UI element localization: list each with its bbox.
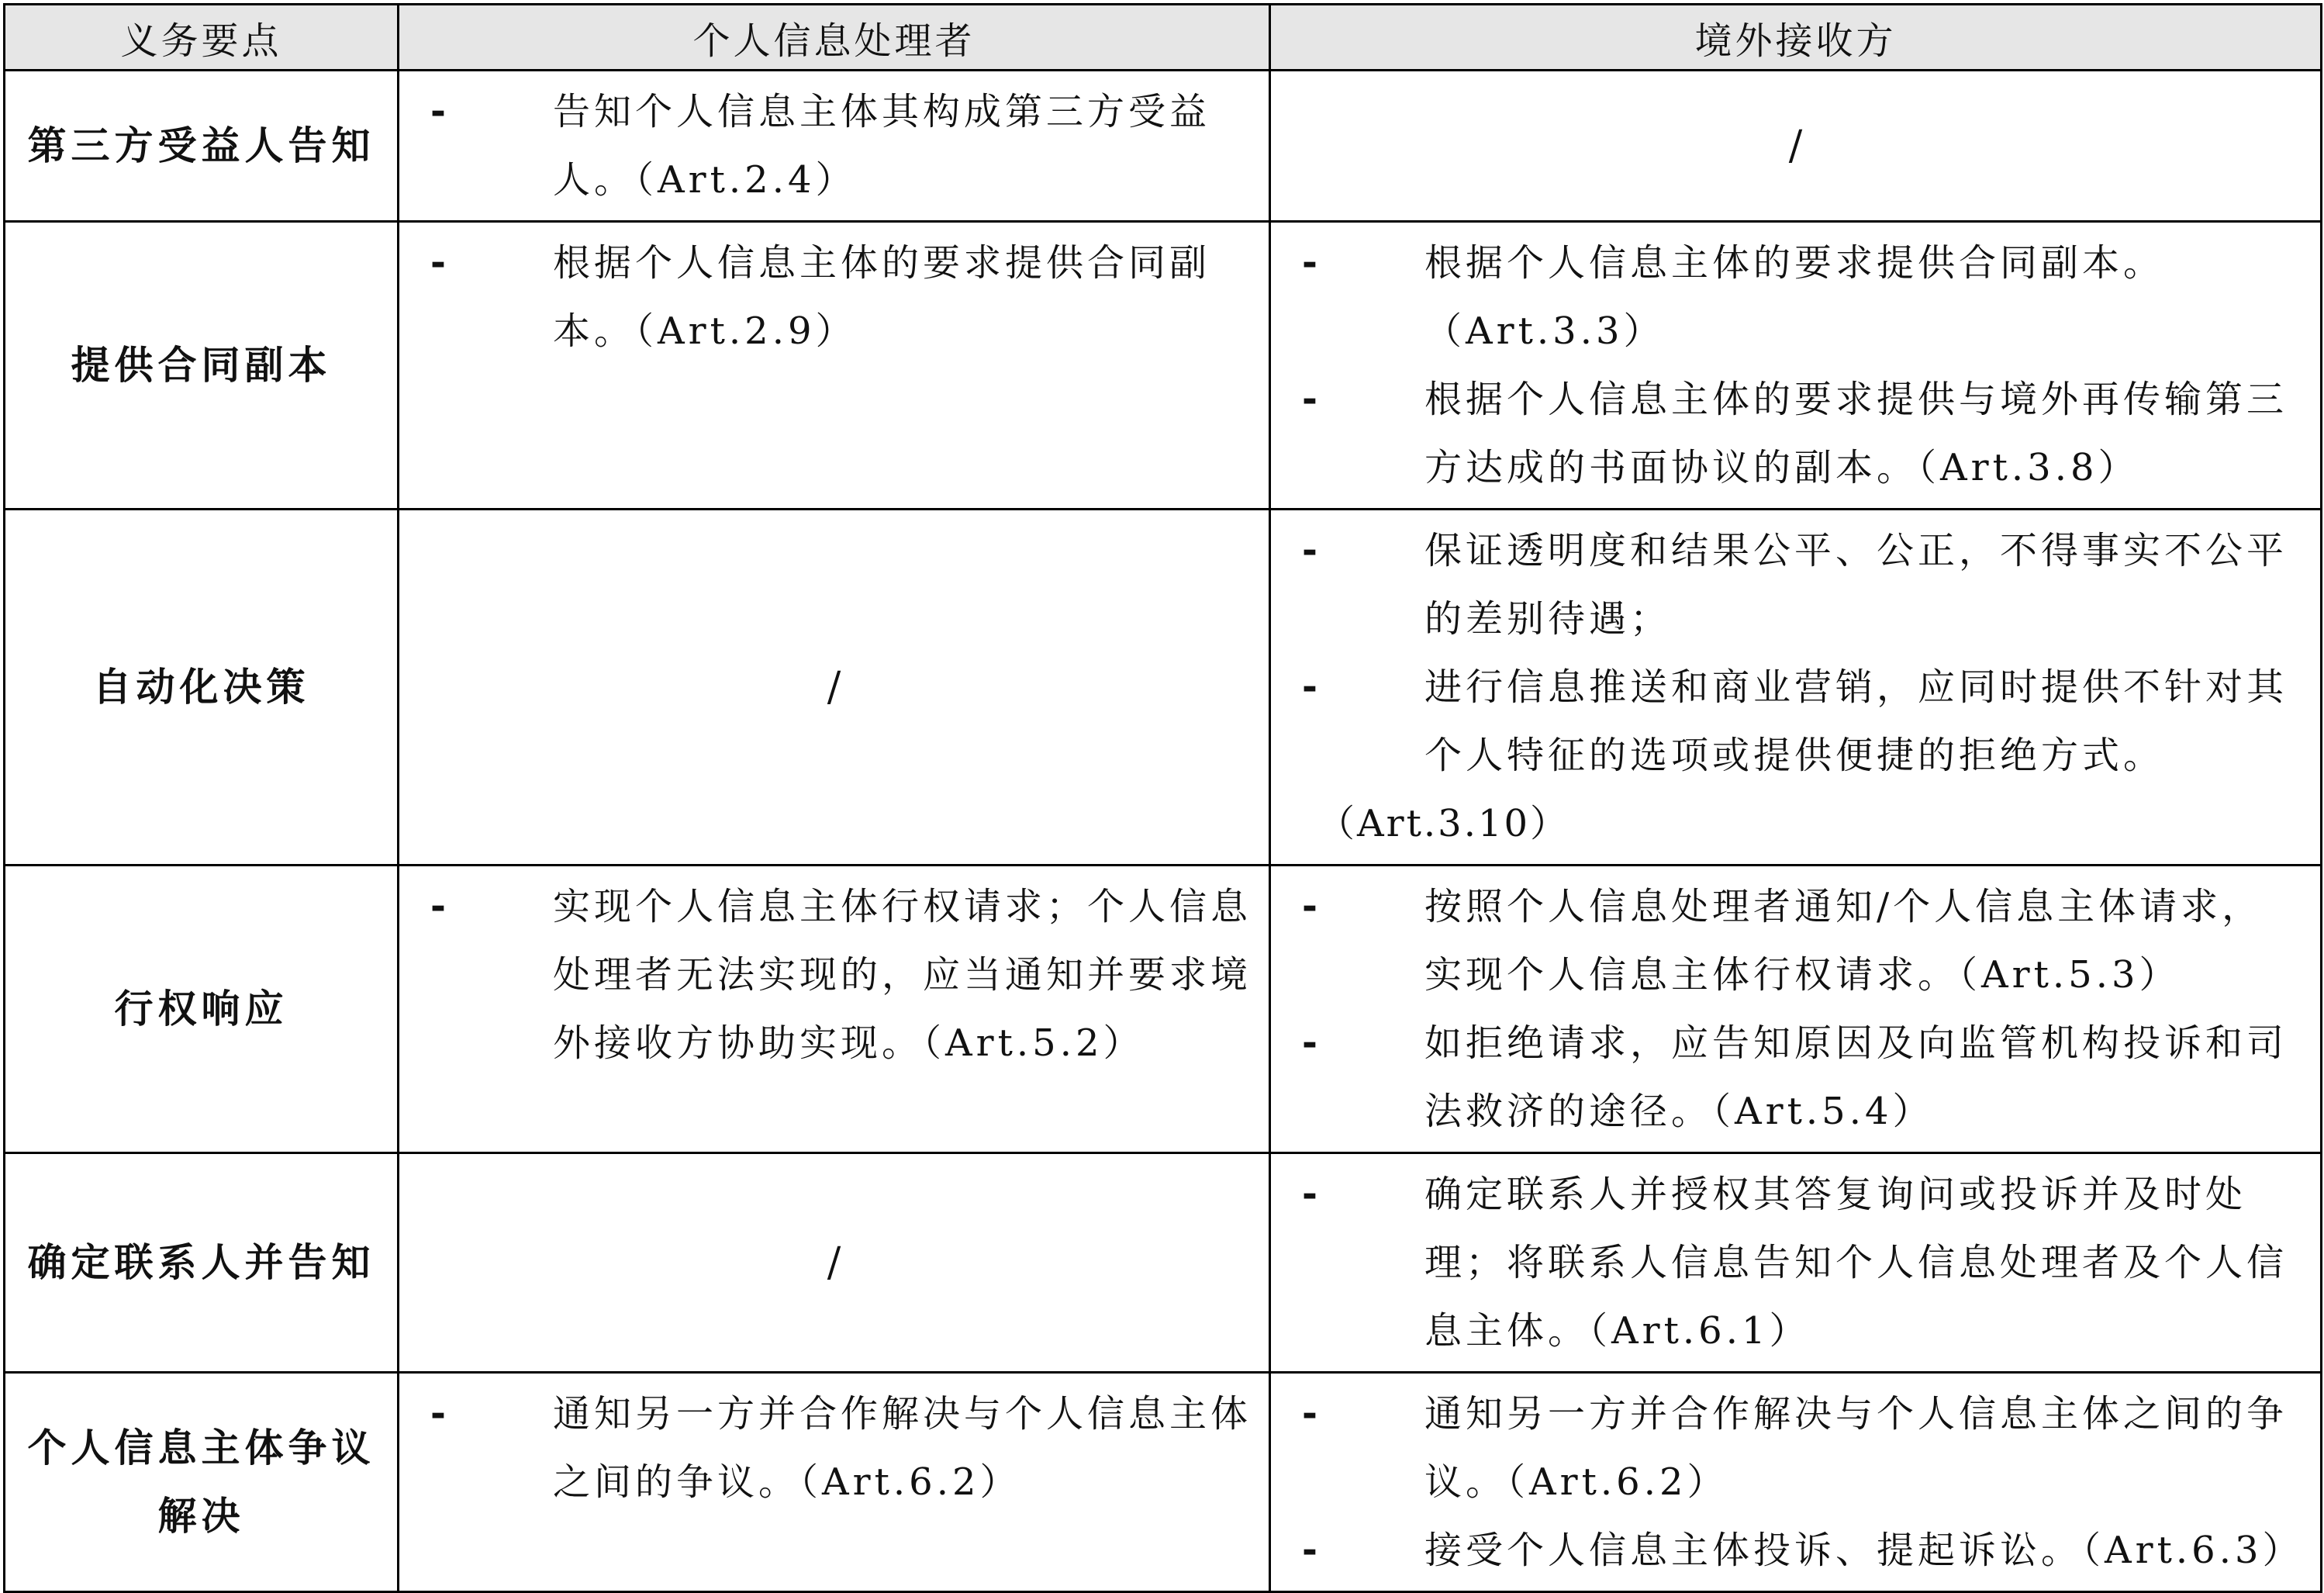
item-text: 确定联系人并授权其答复询问或投诉并及时处理；将联系人信息告知个人信息处理者及个人信息主体。（Art.6.1） — [1424, 1173, 2288, 1353]
header-row — [5, 5, 2322, 71]
dash-bullet: - — [1302, 241, 1321, 285]
table-row — [5, 866, 2322, 1153]
header-receiver: 境外接收方 — [1270, 5, 2322, 71]
table-row — [5, 1373, 2322, 1592]
receiver-cell — [1270, 1373, 2322, 1592]
row-label: 提供合同副本 — [5, 222, 399, 510]
table-row — [5, 222, 2322, 510]
processor-cell — [399, 222, 1270, 510]
dash-bullet: - — [1302, 885, 1321, 928]
dash-bullet: - — [430, 241, 450, 285]
processor-empty-cell: / — [399, 1153, 1270, 1373]
list-item — [399, 229, 1252, 365]
row-label: 第三方受益人告知 — [5, 71, 399, 222]
list-item — [399, 1380, 1252, 1516]
dash-bullet: - — [430, 90, 450, 133]
header-obligation: 义务要点 — [5, 5, 399, 71]
processor-cell — [399, 866, 1270, 1153]
header-processor: 个人信息处理者 — [399, 5, 1270, 71]
receiver-cell — [1270, 222, 2322, 510]
list-item — [1271, 653, 2303, 790]
dash-bullet: - — [1302, 1173, 1321, 1216]
item-text: 保证透明度和结果公平、公正，不得事实不公平的差别待遇； — [1424, 529, 2288, 641]
list-item — [1271, 517, 2303, 653]
receiver-empty-cell: / — [1270, 71, 2322, 222]
list-item — [399, 78, 1252, 214]
receiver-cell — [1270, 510, 2322, 866]
row-label: 确定联系人并告知 — [5, 1153, 399, 1373]
item-text: 实现个人信息主体行权请求；个人信息处理者无法实现的，应当通知并要求境外接收方协助实现。（Art.5.2） — [553, 885, 1252, 1065]
row-label: 个人信息主体争议解决 — [5, 1373, 399, 1592]
article-reference: （Art.3.10） — [1317, 802, 1570, 845]
table-row — [5, 1153, 2322, 1373]
table-row — [5, 510, 2322, 866]
receiver-cell — [1270, 866, 2322, 1153]
dash-bullet: - — [1302, 1021, 1321, 1065]
dash-bullet: - — [430, 1392, 450, 1436]
list-item — [1271, 365, 2303, 502]
processor-empty-cell: / — [399, 510, 1270, 866]
processor-cell — [399, 1373, 1270, 1592]
processor-cell — [399, 71, 1270, 222]
dash-bullet: - — [1302, 1392, 1321, 1436]
item-text: 根据个人信息主体的要求提供与境外再传输第三方达成的书面协议的副本。（Art.3.8） — [1424, 378, 2288, 489]
item-text: 告知个人信息主体其构成第三方受益人。（Art.2.4） — [553, 90, 1211, 202]
row-label: 行权响应 — [5, 866, 399, 1153]
list-item — [1271, 873, 2303, 1009]
item-text: 通知另一方并合作解决与个人信息主体之间的争议。（Art.6.2） — [553, 1392, 1252, 1504]
receiver-cell — [1270, 1153, 2322, 1373]
item-text: 按照个人信息处理者通知/个人信息主体请求，实现个人信息主体行权请求。（Art.5.3） — [1424, 885, 2264, 997]
dash-bullet: - — [430, 885, 450, 928]
list-item — [1271, 229, 2303, 365]
item-text: 进行信息推送和商业营销，应同时提供不针对其个人特征的选项或提供便捷的拒绝方式。 — [1424, 665, 2288, 777]
item-text: 如拒绝请求，应告知原因及向监管机构投诉和司法救济的途径。（Art.5.4） — [1424, 1021, 2288, 1133]
list-item — [1271, 1160, 2303, 1365]
list-item — [399, 873, 1252, 1077]
item-text: 根据个人信息主体的要求提供合同副本。（Art.2.9） — [553, 241, 1211, 353]
item-text: 通知另一方并合作解决与个人信息主体之间的争议。（Art.6.2） — [1424, 1392, 2288, 1504]
item-text: 接受个人信息主体投诉、提起诉讼。（Art.6.3） — [1424, 1529, 2304, 1572]
dash-bullet: - — [1302, 529, 1321, 572]
row-label: 自动化决策 — [5, 510, 399, 866]
item-text: 根据个人信息主体的要求提供合同副本。（Art.3.3） — [1424, 241, 2165, 353]
dash-bullet: - — [1302, 1529, 1321, 1572]
dash-bullet: - — [1302, 378, 1321, 421]
dash-bullet: - — [1302, 665, 1321, 709]
obligations-table — [3, 3, 2322, 1593]
list-item — [1271, 1009, 2303, 1146]
table-row — [5, 71, 2322, 222]
list-item — [1271, 1516, 2303, 1584]
list-item — [1271, 1380, 2303, 1516]
